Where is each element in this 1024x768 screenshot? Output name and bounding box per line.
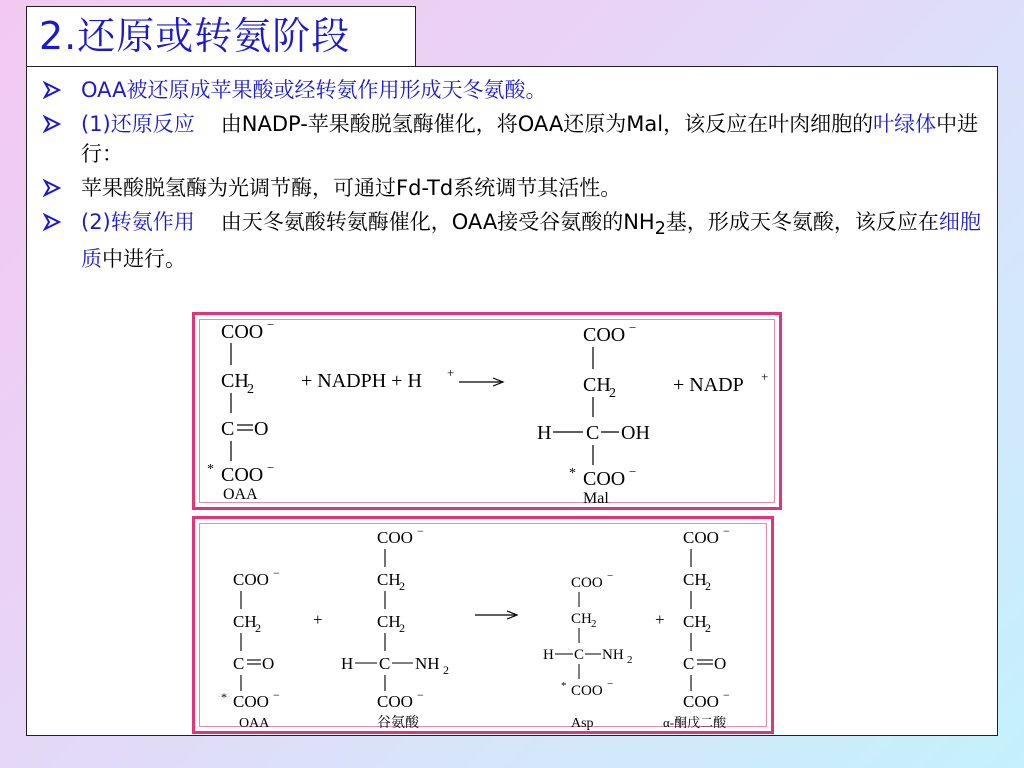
bullet-list bbox=[27, 75, 999, 278]
svg-text:−: − bbox=[723, 524, 730, 538]
svg-text:−: − bbox=[417, 688, 424, 702]
svg-text:−: − bbox=[629, 464, 637, 479]
svg-text:*: * bbox=[569, 466, 576, 481]
svg-text:C: C bbox=[574, 647, 585, 663]
svg-text:NH: NH bbox=[602, 647, 624, 663]
svg-text:C: C bbox=[221, 418, 235, 440]
svg-text:O: O bbox=[262, 654, 275, 673]
aspartate-structure bbox=[543, 570, 633, 731]
svg-text:COO: COO bbox=[233, 692, 269, 711]
svg-text:OAA: OAA bbox=[223, 486, 258, 503]
svg-text:−: − bbox=[629, 320, 637, 335]
svg-text:−: − bbox=[417, 524, 424, 538]
transamination-reaction-diagram bbox=[195, 519, 771, 731]
svg-text:2: 2 bbox=[705, 579, 711, 593]
svg-text:CH: CH bbox=[583, 374, 611, 396]
svg-text:+ NADP: + NADP bbox=[673, 374, 744, 396]
bullet-item bbox=[27, 75, 999, 105]
subscript: 2 bbox=[654, 219, 666, 240]
svg-text:COO: COO bbox=[221, 321, 264, 343]
svg-text:CH: CH bbox=[683, 570, 707, 589]
svg-text:H: H bbox=[543, 647, 554, 663]
arrow-bullet-icon bbox=[37, 109, 65, 139]
bullet-text: 由NADP-苹果酸脱氢酶催化，将OAA还原为Mal，该反应在叶肉细胞的 bbox=[220, 112, 874, 136]
plus-sign: + bbox=[655, 610, 665, 629]
bullet-text: 基，形成天冬氨酸，该反应在 bbox=[665, 210, 939, 234]
svg-text:2: 2 bbox=[591, 618, 597, 630]
bullet-item bbox=[27, 207, 999, 274]
svg-text:谷氨酸: 谷氨酸 bbox=[377, 716, 419, 731]
svg-text:2: 2 bbox=[609, 386, 616, 401]
bullet-text: 由天冬氨酸转氨酶催化，OAA接受谷氨酸的NH bbox=[220, 210, 655, 234]
svg-text:+: + bbox=[761, 369, 769, 384]
svg-text:+: + bbox=[447, 365, 455, 380]
reduction-reaction-diagram bbox=[195, 315, 779, 507]
svg-text:COO: COO bbox=[377, 528, 413, 547]
svg-text:COO: COO bbox=[583, 324, 626, 346]
bullet-text: 中进行： bbox=[81, 112, 979, 166]
svg-text:COO: COO bbox=[571, 683, 603, 699]
svg-text:Asp: Asp bbox=[571, 716, 594, 731]
svg-text:α-酮戊二酸: α-酮戊二酸 bbox=[663, 715, 727, 730]
bullet-item bbox=[27, 109, 999, 169]
svg-text:O: O bbox=[714, 654, 727, 673]
svg-text:OH: OH bbox=[621, 422, 650, 444]
svg-text:−: − bbox=[607, 570, 614, 582]
svg-text:NH: NH bbox=[415, 654, 440, 673]
svg-text:2: 2 bbox=[399, 579, 405, 593]
svg-text:*: * bbox=[207, 462, 214, 477]
svg-text:H: H bbox=[341, 654, 354, 673]
svg-text:COO: COO bbox=[377, 692, 413, 711]
bullet-text: OAA被还原成苹果酸或经转氨作用形成天冬氨酸。 bbox=[81, 78, 547, 102]
svg-text:CH: CH bbox=[377, 612, 401, 631]
slide-title-box bbox=[26, 6, 416, 66]
svg-text:2: 2 bbox=[443, 663, 449, 677]
svg-text:−: − bbox=[267, 460, 275, 475]
plus-sign: + bbox=[313, 610, 323, 629]
svg-text:COO: COO bbox=[683, 528, 719, 547]
malate-structure bbox=[537, 320, 650, 507]
highlight-term: 细胞质 bbox=[81, 210, 981, 272]
slide-title: 2.还原或转氨阶段 bbox=[39, 14, 351, 58]
svg-text:−: − bbox=[607, 678, 614, 690]
svg-text:Mal: Mal bbox=[583, 490, 609, 507]
svg-text:OAA: OAA bbox=[239, 716, 270, 731]
svg-text:C: C bbox=[233, 654, 245, 673]
svg-text:*: * bbox=[561, 680, 567, 692]
byproduct bbox=[673, 369, 768, 396]
svg-text:+ NADPH + H: + NADPH + H bbox=[301, 370, 422, 392]
svg-text:2: 2 bbox=[627, 654, 633, 666]
svg-text:*: * bbox=[221, 690, 227, 704]
svg-text:CH: CH bbox=[377, 570, 401, 589]
highlight-term: 叶绿体 bbox=[873, 112, 937, 136]
bullet-heading: (1)还原反应 bbox=[81, 112, 195, 136]
svg-text:COO: COO bbox=[571, 575, 603, 591]
transamination-reaction-figure bbox=[192, 516, 774, 734]
svg-text:−: − bbox=[273, 688, 280, 702]
bullet-text: 苹果酸脱氢酶为光调节酶，可通过Fd-Td系统调节其活性。 bbox=[81, 176, 622, 200]
svg-text:CH: CH bbox=[221, 370, 249, 392]
svg-text:O: O bbox=[254, 418, 269, 440]
arrow-bullet-icon bbox=[37, 207, 65, 237]
alpha-ketoglutarate-structure bbox=[663, 524, 730, 730]
reagents bbox=[301, 365, 503, 392]
svg-text:COO: COO bbox=[583, 468, 626, 490]
arrow-bullet-icon bbox=[37, 75, 65, 105]
svg-text:COO: COO bbox=[683, 692, 719, 711]
svg-text:2: 2 bbox=[255, 621, 261, 635]
svg-text:COO: COO bbox=[221, 464, 264, 486]
reaction-arrow bbox=[475, 611, 517, 619]
svg-text:CH: CH bbox=[683, 612, 707, 631]
arrow-bullet-icon bbox=[37, 173, 65, 203]
oaa-structure bbox=[221, 566, 280, 731]
bullet-item bbox=[27, 173, 999, 203]
svg-text:2: 2 bbox=[705, 621, 711, 635]
svg-text:−: − bbox=[273, 566, 280, 580]
bullet-heading: (2)转氨作用 bbox=[81, 210, 195, 234]
svg-text:C: C bbox=[379, 654, 391, 673]
oaa-structure bbox=[207, 317, 274, 503]
svg-text:H: H bbox=[537, 422, 552, 444]
svg-text:2: 2 bbox=[399, 621, 405, 635]
glutamate-structure bbox=[341, 524, 449, 731]
svg-text:CH: CH bbox=[571, 611, 592, 627]
svg-text:2: 2 bbox=[247, 382, 254, 397]
svg-text:CH: CH bbox=[233, 612, 257, 631]
svg-text:−: − bbox=[267, 317, 275, 332]
svg-text:C: C bbox=[683, 654, 695, 673]
svg-text:COO: COO bbox=[233, 570, 269, 589]
svg-text:−: − bbox=[723, 688, 730, 702]
reduction-reaction-figure bbox=[192, 312, 782, 510]
bullet-text: 中进行。 bbox=[102, 247, 186, 272]
svg-text:C: C bbox=[586, 422, 600, 444]
